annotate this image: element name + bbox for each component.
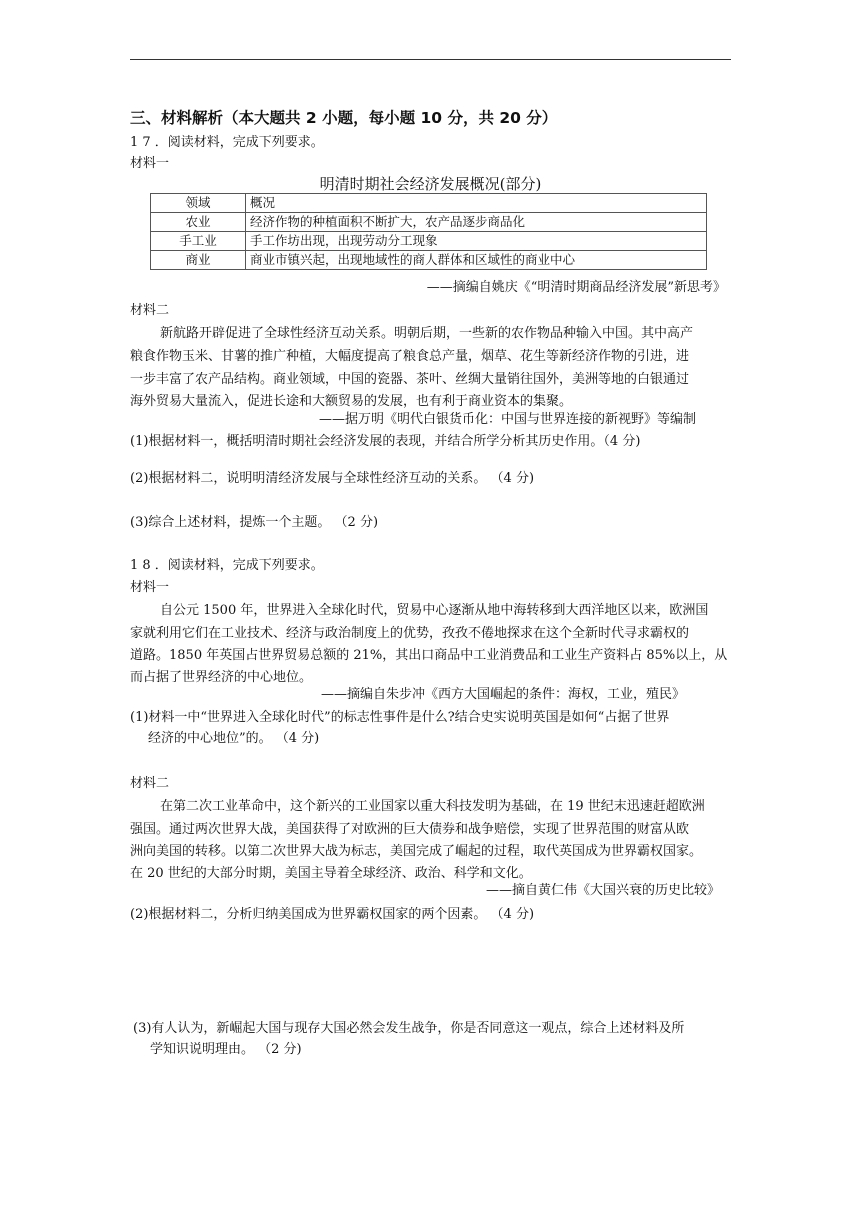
q17-material2-label: 材料二 [130,303,170,318]
table-row [151,194,707,213]
q18-material1-line: 而占据了世界经济的中心地位。 [130,670,313,685]
q18-question-3: (3)有人认为，新崛起大国与现存大国必然会发生战争，你是否同意这一观点，综合上述材料及所 [133,1021,685,1036]
q18-material1-line: 家就利用它们在工业技术、经济与政治制度上的优势，孜孜不倦地探求在这个全新时代寻求霸权的 [130,626,690,641]
q17-material1-source: ——摘编自姚庆《“明清时期商品经济发展”新思考》 [426,280,726,295]
q18-material1-line: 道路。1850 年英国占世界贸易总额的 21%，其出口商品中工业消费品和工业生产资料占 85%以上，从 [130,648,728,663]
q18-material2-label: 材料二 [130,776,170,791]
q18-question-3-cont: 学知识说明理由。 （2 分) [150,1042,302,1057]
table-cell: 手工业 [151,232,246,251]
table-cell: 商业 [151,251,246,270]
q17-material2-line: 一步丰富了农产品结构。商业领域，中国的瓷器、茶叶、丝绸大量销往国外，美洲等地的白银通过 [130,372,690,387]
q17-material2-line: 海外贸易大量流入，促进长途和大额贸易的发展，也有利于商业资本的集聚。 [130,394,573,409]
q18-question-1-cont: 经济的中心地位”的。 （4 分) [148,731,320,746]
table-cell: 经济作物的种植面积不断扩大，农产品逐步商品化 [246,213,707,232]
q17-material2-source: ——据万明《明代白银货币化：中国与世界连接的新视野》等编制 [318,412,696,427]
q17-question-3: (3)综合上述材料，提炼一个主题。 （2 分) [130,515,379,530]
table-row [151,232,707,251]
table-cell: 商业市镇兴起，出现地域性的商人群体和区域性的商业中心 [246,251,707,270]
table-cell: 农业 [151,213,246,232]
table-caption: 明清时期社会经济发展概况(部分) [319,175,542,193]
section-title: 三、材料解析（本大题共 2 小题，每小题 10 分，共 20 分） [130,109,558,127]
q18-material2-source: ——摘自黄仁伟《大国兴衰的历史比较》 [485,883,720,898]
q17-question-1: (1)根据材料一，概括明清时期社会经济发展的表现，并结合所学分析其历史作用。（4 分) [130,434,641,449]
q18-material2-line: 在 20 世纪的大部分时期，美国主导着全球经济、政治、科学和文化。 [130,866,532,881]
table-cell: 领域 [151,194,246,213]
q17-material1-label: 材料一 [130,156,170,171]
q18-question-2: (2)根据材料二，分析归纳美国成为世界霸权国家的两个因素。 （4 分) [130,907,535,922]
q18-material2-line: 在第二次工业革命中，这个新兴的工业国家以重大科技发明为基础，在 19 世纪末迅速赶超欧洲 [160,799,705,814]
q17-heading: 1 7 ．阅读材料，完成下列要求。 [130,135,324,150]
q18-question-1: (1)材料一中“世界进入全球化时代”的标志性事件是什么?结合史实说明英国是如何“占据了世界 [130,710,670,725]
table-cell: 手工作坊出现，出现劳动分工现象 [246,232,707,251]
table-cell: 概况 [246,194,707,213]
q18-material2-line: 洲向美国的转移。以第二次世界大战为标志，美国完成了崛起的过程，取代英国成为世界霸权国家。 [130,844,703,859]
q17-material2-line: 新航路开辟促进了全球性经济互动关系。明朝后期，一些新的农作物品种输入中国。其中高产 [160,326,694,341]
q18-material1-source: ——摘编自朱步冲《西方大国崛起的条件：海权，工业，殖民》 [320,687,685,702]
q17-material2-line: 粮食作物玉米、甘薯的推广种植，大幅度提高了粮食总产量，烟草、花生等新经济作物的引进，进 [130,349,690,364]
table-row [151,213,707,232]
q17-question-2: (2)根据材料二，说明明清经济发展与全球性经济互动的关系。 （4 分) [130,471,535,486]
q18-material1-label: 材料一 [130,580,170,595]
q18-material1-line: 自公元 1500 年，世界进入全球化时代，贸易中心逐渐从地中海转移到大西洋地区以来，欧洲国 [160,603,709,618]
q18-heading: 1 8 ．阅读材料，完成下列要求。 [130,558,324,573]
q18-material2-line: 强国。通过两次世界大战，美国获得了对欧洲的巨大债券和战争赔偿，实现了世界范围的财富从欧 [130,822,690,837]
top-rule [130,59,731,60]
economy-table [150,193,707,270]
table-row [151,251,707,270]
